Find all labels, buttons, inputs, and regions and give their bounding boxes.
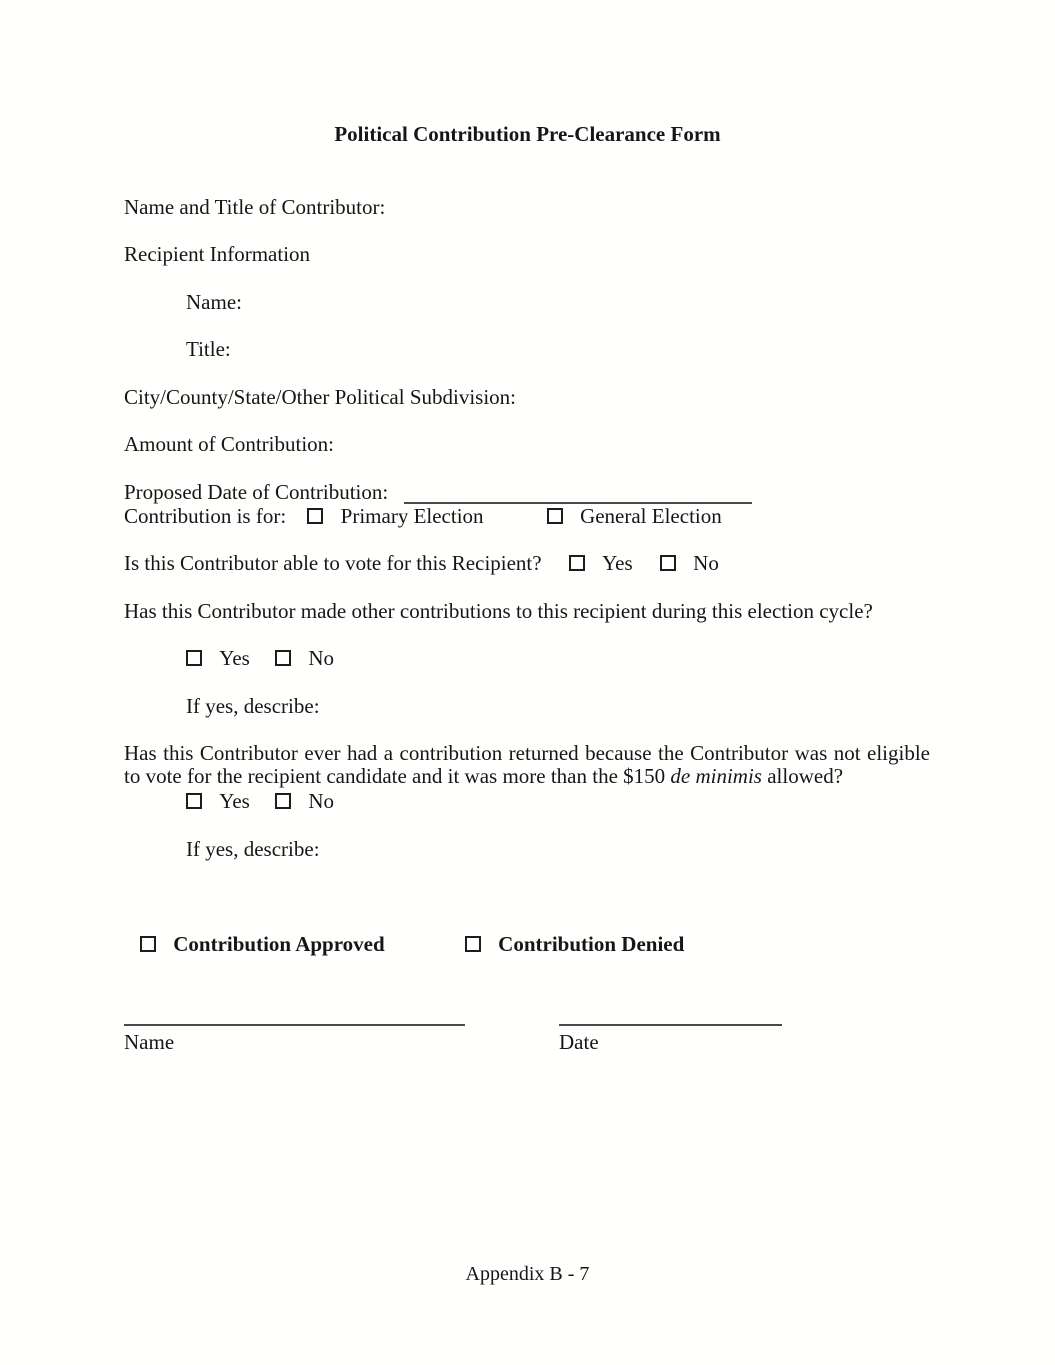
contribution-denied-label: Contribution Denied [498, 932, 685, 956]
signature-date-label: Date [559, 1030, 599, 1054]
amount-label: Amount of Contribution: [124, 432, 334, 456]
subdivision-label: City/County/State/Other Political Subdivision: [124, 385, 517, 409]
general-election-label: General Election [580, 504, 722, 528]
other-contributions-if-yes-label: If yes, describe: [186, 694, 320, 718]
signature-date-line[interactable] [559, 1024, 782, 1026]
page-title: Political Contribution Pre-Clearance Form [334, 122, 721, 146]
returned-contribution-no-checkbox[interactable] [275, 793, 291, 809]
able-to-vote-question: Is this Contributor able to vote for this Recipient? [124, 551, 542, 575]
contribution-for-label: Contribution is for: [124, 504, 287, 528]
general-election-checkbox[interactable] [547, 508, 563, 524]
proposed-date-label: Proposed Date of Contribution: [124, 480, 389, 504]
contribution-approved-label: Contribution Approved [173, 932, 385, 956]
other-contributions-question: Has this Contributor made other contributions to this recipient during this election cycle? [124, 599, 873, 623]
returned-contribution-question-italic: de minimis [670, 764, 762, 788]
returned-contribution-question-part2: allowed? [761, 764, 844, 788]
decision-row [140, 932, 684, 956]
contributor-name-title-label: Name and Title of Contributor: [124, 195, 386, 219]
recipient-name-label: Name: [186, 290, 242, 314]
other-contributions-no-checkbox[interactable] [275, 650, 291, 666]
other-contributions-yes-label: Yes [219, 646, 250, 670]
recipient-information-heading: Recipient Information [124, 242, 311, 266]
returned-contribution-no-label: No [308, 789, 334, 813]
other-contributions-no-label: No [308, 646, 334, 670]
returned-contribution-question [124, 742, 930, 788]
returned-contribution-yes-label: Yes [219, 789, 250, 813]
contribution-approved-checkbox[interactable] [140, 936, 156, 952]
returned-contribution-yesno-row [186, 789, 334, 813]
contribution-for-row [124, 504, 722, 528]
returned-contribution-question-part1: Has this Contributor ever had a contribution returned because the Contributor was not eligible to vote for the recipient candidate and it was more than the $150 [124, 741, 930, 788]
signature-name-label: Name [124, 1030, 175, 1054]
able-to-vote-row [124, 551, 719, 575]
contribution-denied-checkbox[interactable] [465, 936, 481, 952]
recipient-title-label: Title: [186, 337, 231, 361]
able-to-vote-no-checkbox[interactable] [660, 555, 676, 571]
returned-contribution-yes-checkbox[interactable] [186, 793, 202, 809]
primary-election-label: Primary Election [340, 504, 484, 528]
proposed-date-input-line[interactable] [404, 483, 752, 504]
signature-name-line[interactable] [124, 1024, 465, 1026]
returned-contribution-if-yes-label: If yes, describe: [186, 837, 320, 861]
other-contributions-yesno-row [186, 646, 334, 670]
able-to-vote-no-label: No [693, 551, 719, 575]
other-contributions-yes-checkbox[interactable] [186, 650, 202, 666]
able-to-vote-yes-label: Yes [602, 551, 633, 575]
primary-election-checkbox[interactable] [307, 508, 323, 524]
able-to-vote-yes-checkbox[interactable] [569, 555, 585, 571]
proposed-date-row [124, 480, 752, 504]
page-footer: Appendix B - 7 [465, 1263, 590, 1285]
